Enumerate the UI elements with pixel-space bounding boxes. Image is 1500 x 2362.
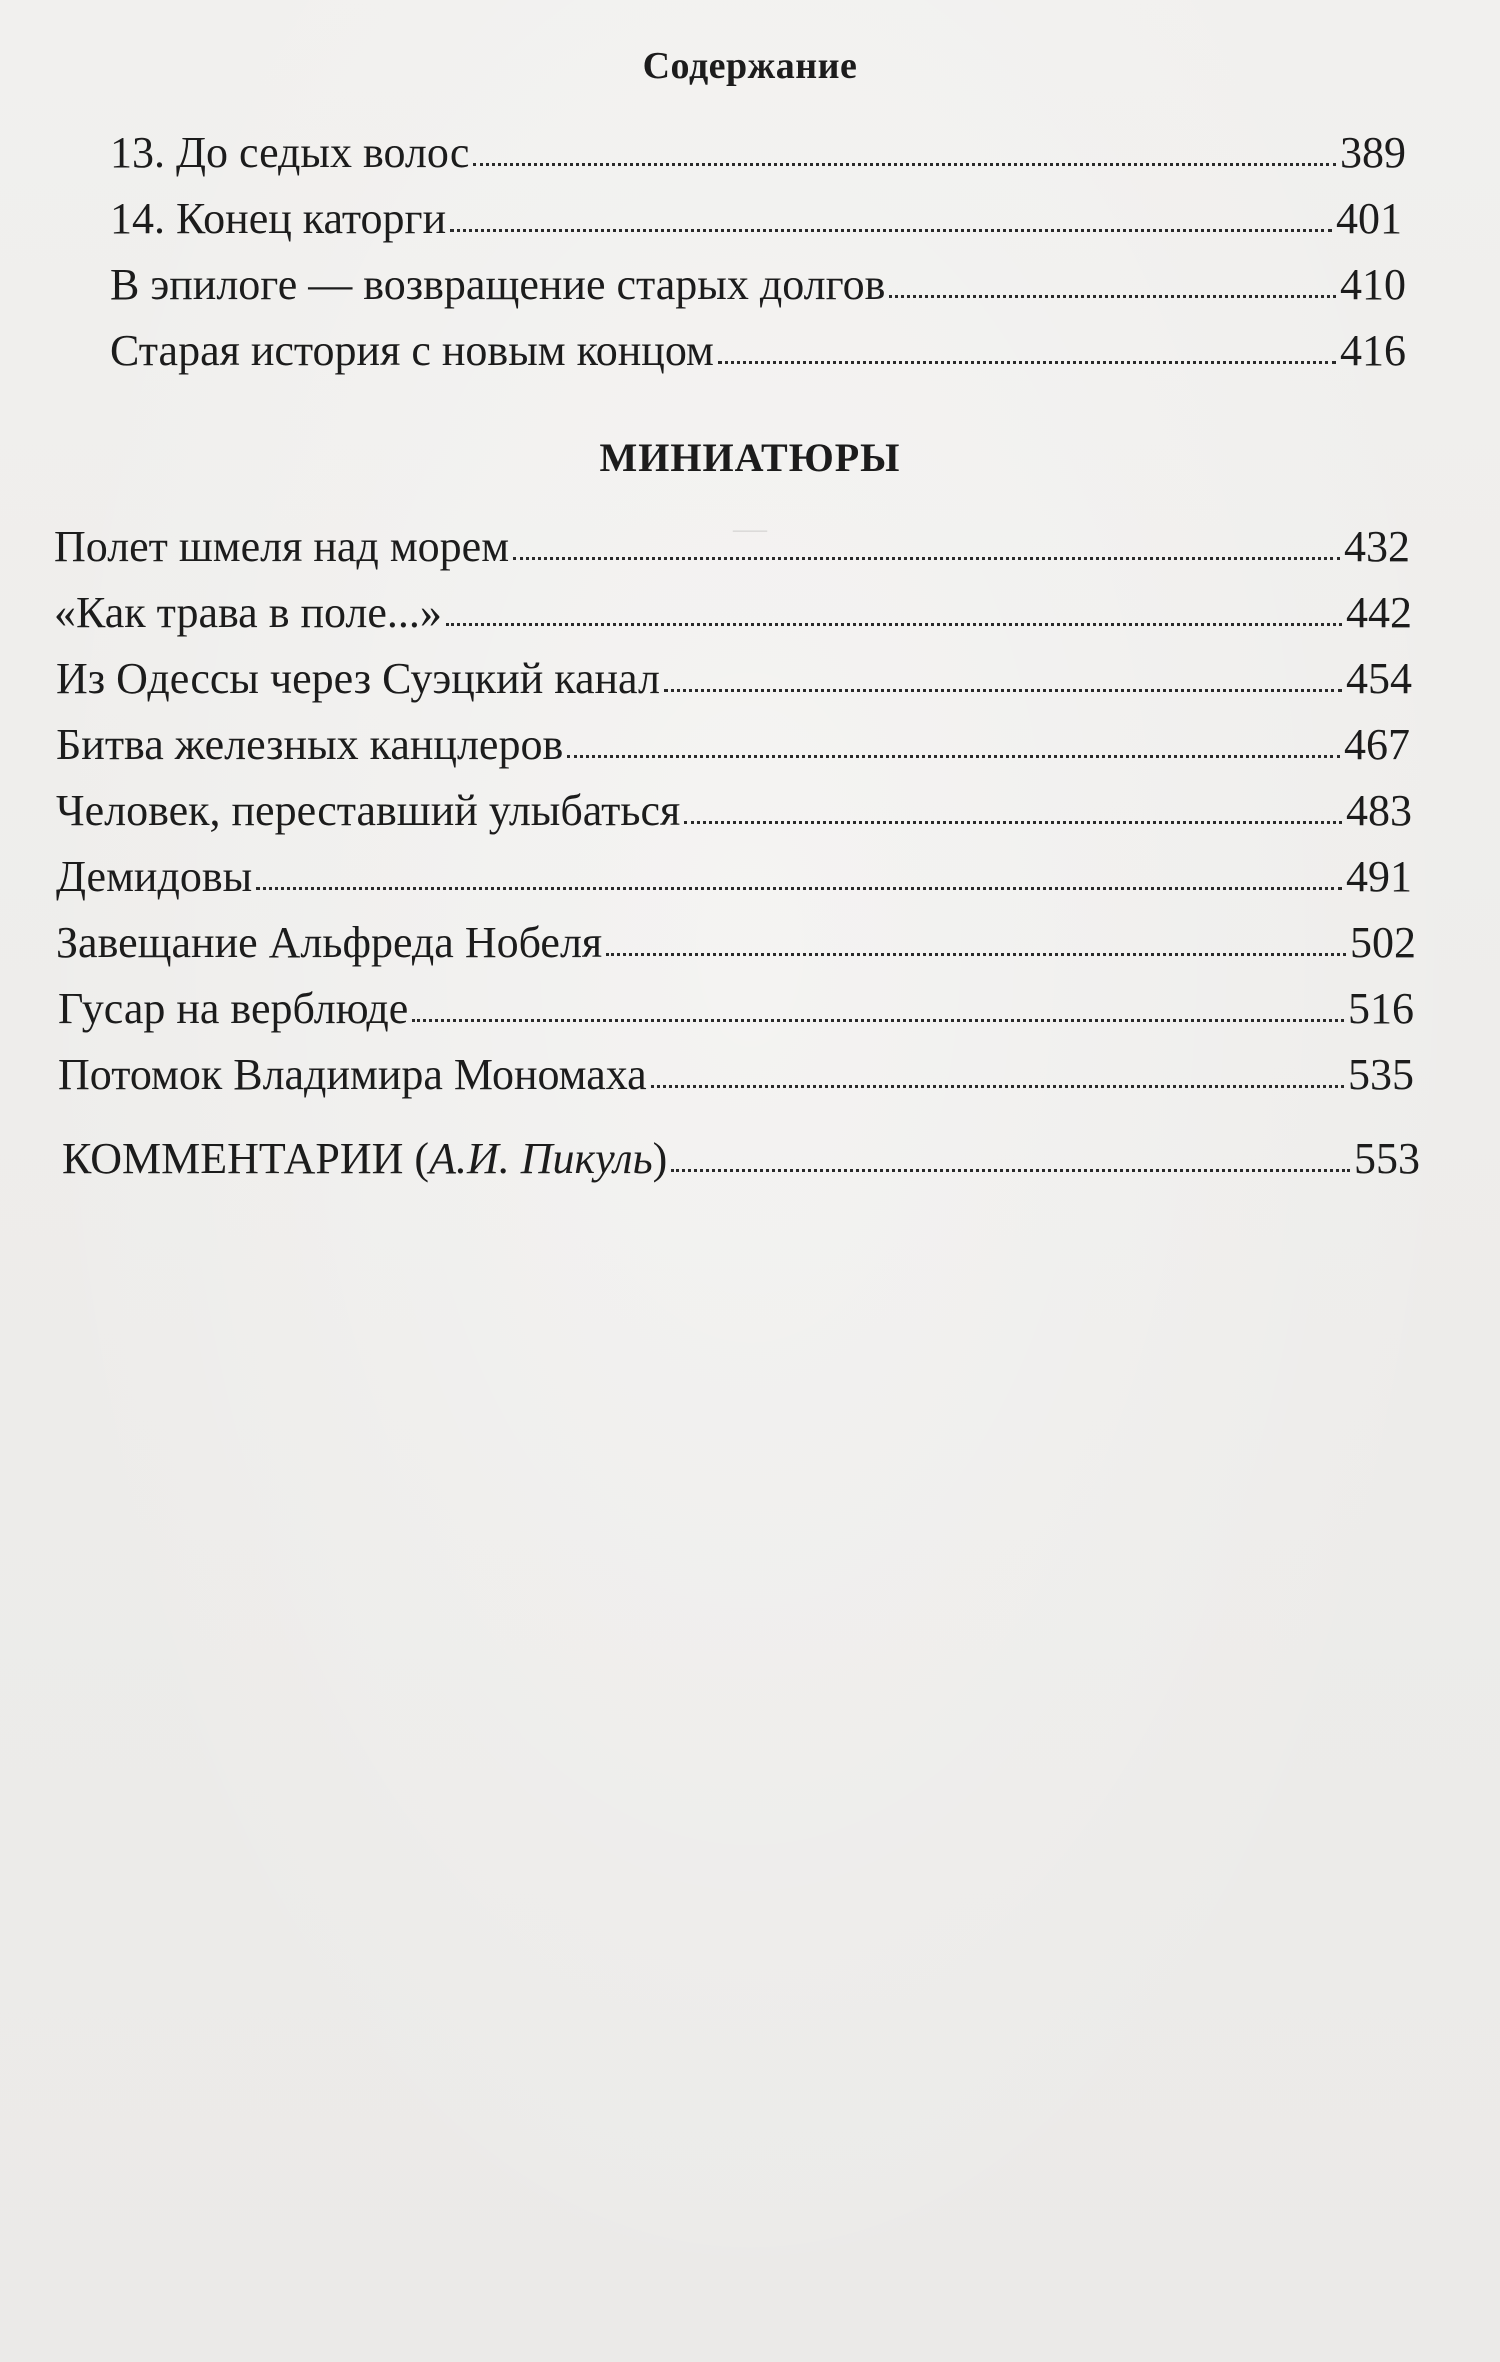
leader-dots — [567, 755, 1340, 758]
leader-dots — [664, 689, 1342, 692]
toc-entry-title: Человек, переставший улыбаться — [56, 786, 681, 835]
toc-entry-page: 502 — [1350, 918, 1416, 967]
toc-entry-comments — [62, 1128, 1420, 1186]
leader-dots — [671, 1169, 1350, 1172]
toc-entry — [110, 254, 1406, 312]
toc-entry — [56, 780, 1412, 838]
leader-dots — [450, 229, 1332, 232]
toc-entry — [58, 978, 1414, 1036]
toc-entry-title: Полет шмеля над морем — [54, 522, 510, 571]
toc-entry — [58, 1044, 1414, 1102]
toc-entry-title: «Как трава в поле...» — [54, 588, 442, 637]
toc-entry-title: 13. До седых волос — [110, 128, 470, 177]
toc-entry-page: 442 — [1346, 588, 1412, 637]
toc-entry-page: 535 — [1348, 1050, 1414, 1099]
toc-entry — [56, 648, 1412, 706]
leader-dots — [651, 1085, 1344, 1088]
leader-dots — [718, 361, 1336, 364]
comments-author: А.И. Пикуль — [429, 1134, 653, 1183]
toc-entry — [56, 846, 1412, 904]
leader-dots — [412, 1019, 1344, 1022]
toc-entry-page: 401 — [1336, 194, 1402, 243]
leader-dots — [606, 953, 1346, 956]
toc-entry-page: 516 — [1348, 984, 1414, 1033]
toc-entry-page: 483 — [1346, 786, 1412, 835]
contents-heading: Содержание — [642, 45, 858, 87]
toc-entry-title: Из Одессы через Суэцкий канал — [56, 654, 660, 703]
toc-entry-page: 454 — [1346, 654, 1412, 703]
toc-entry-title: Гусар на верблюде — [58, 984, 409, 1033]
leader-dots — [446, 623, 1342, 626]
toc-entry-page: 416 — [1340, 326, 1406, 375]
toc-entry-title: 14. Конец каторги — [110, 194, 447, 243]
toc-entry-title: Завещание Альфреда Нобеля — [56, 918, 603, 967]
miniatures-heading: МИНИАТЮРЫ — [599, 435, 901, 480]
toc-entry-page: 389 — [1340, 128, 1406, 177]
bleed-through-text: — — [733, 510, 767, 547]
leader-dots — [684, 821, 1342, 824]
toc-entry-page: 467 — [1344, 720, 1410, 769]
toc-entry-page: 432 — [1344, 522, 1410, 571]
toc-entry-title: Битва железных канцлеров — [56, 720, 564, 769]
toc-entry-page: 553 — [1354, 1134, 1420, 1183]
toc-entry-title: В эпилоге — возвращение старых долгов — [110, 260, 886, 309]
toc-entry — [110, 122, 1406, 180]
toc-entry-title: Старая история с новым концом — [110, 326, 714, 375]
toc-entry-title: КОММЕНТАРИИ (А.И. Пикуль) — [62, 1134, 668, 1183]
leader-dots — [889, 295, 1336, 298]
toc-entry — [54, 516, 1410, 574]
leader-dots — [473, 163, 1336, 166]
leader-dots — [513, 557, 1340, 560]
toc-entry — [56, 912, 1416, 970]
toc-entry — [56, 714, 1410, 772]
toc-entry — [110, 188, 1402, 246]
toc-entry-page: 410 — [1340, 260, 1406, 309]
leader-dots — [256, 887, 1342, 890]
toc-entry-title: Демидовы — [56, 852, 253, 901]
toc-entry-title: Потомок Владимира Мономаха — [58, 1050, 647, 1099]
toc-entry — [54, 582, 1412, 640]
toc-entry — [110, 320, 1406, 378]
toc-entry-page: 491 — [1346, 852, 1412, 901]
